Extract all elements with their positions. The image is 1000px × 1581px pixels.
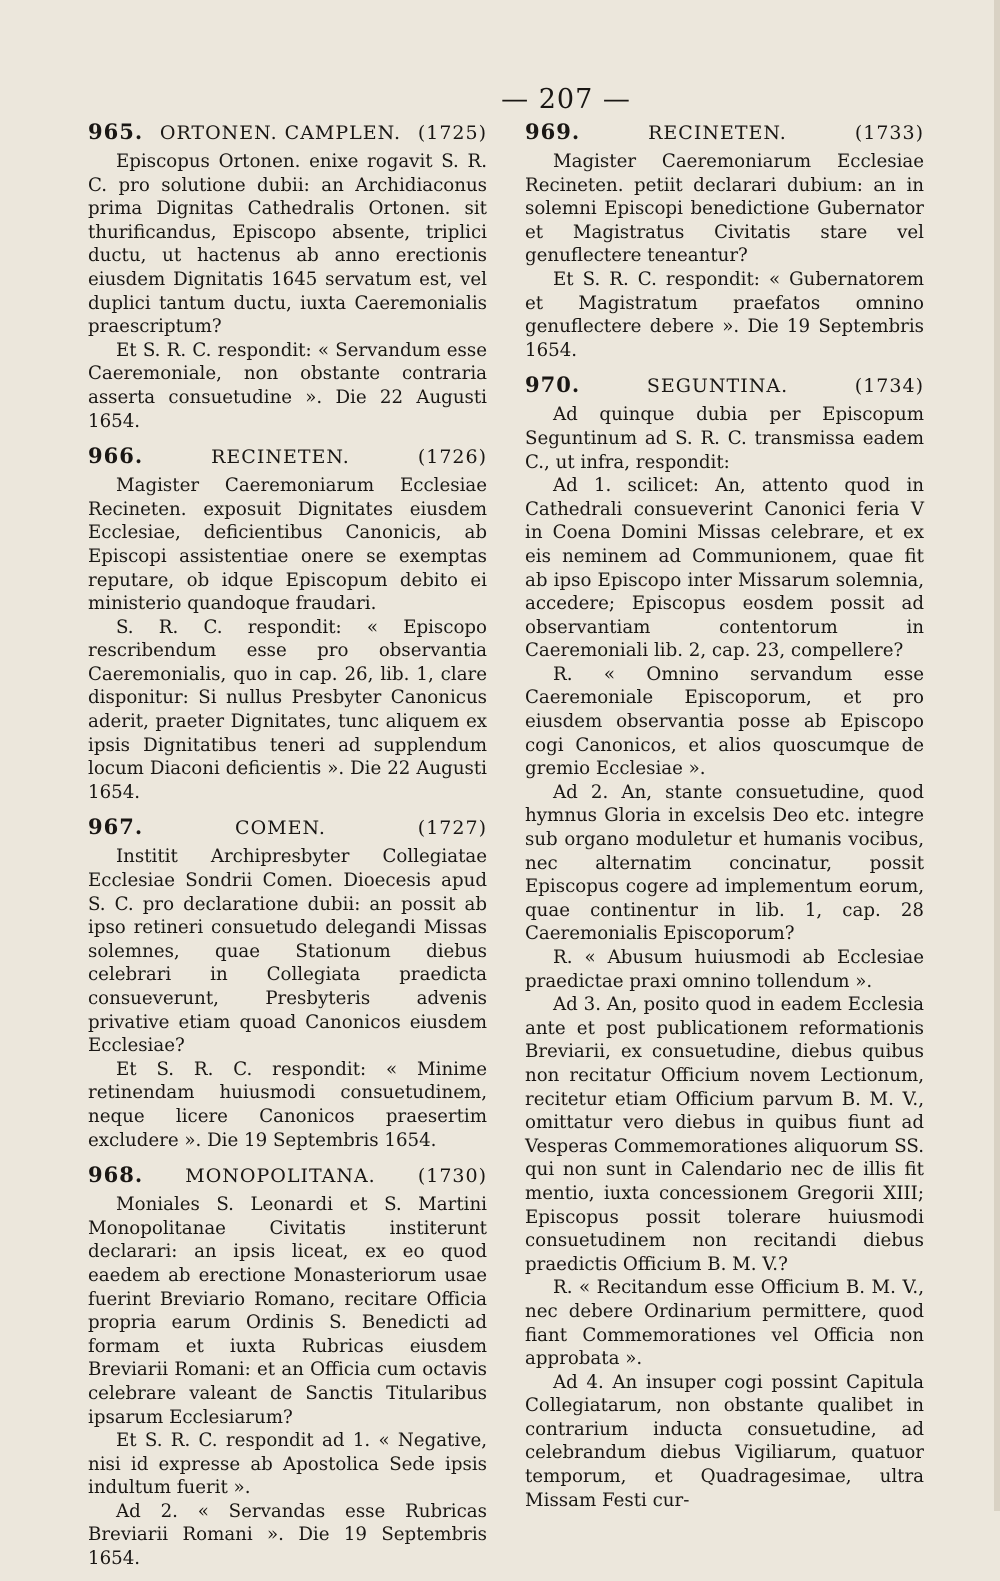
entry-title: MONOPOLITANA. <box>185 1165 376 1188</box>
paragraph: R. « Omnino servandum esse Caeremoniale Episcoporum, et pro eiusdem observantia posse ab Episcopo cogi Canonicos, et alios quoscumque de gremio Ecclesiae ». <box>525 663 924 780</box>
entry-ref: (1730) <box>417 1165 487 1188</box>
entry-967 <box>88 814 487 1152</box>
page-number: — 207 — <box>501 84 631 115</box>
entry-965 <box>88 119 487 433</box>
entry-title: RECINETEN. <box>648 122 787 144</box>
entry-number: 965. <box>88 119 144 144</box>
paragraph: Ad 4. An insuper cogi possint Capitula Collegiatarum, non obstante qualibet in contrarium inducta consuetudine, ad celebrandum diebus Vigiliarum, quatuor temporum, et Quadragesimae, ultra Missam Festi cur- <box>525 1371 924 1511</box>
paragraph: R. « Recitandum esse Officium B. M. V., nec debere Ordinarium permittere, quod fiant Commemorationes vel Officia non approbata ». <box>525 1277 924 1370</box>
paragraph: Et S. R. C. respondit ad 1. « Negative, nisi id expresse ab Apostolica Sede ipsis indultum fuerit ». <box>88 1430 487 1499</box>
entry-heading <box>525 119 924 144</box>
paragraph: Magister Caeremoniarum Ecclesiae Recineten. petiit declarari dubium: an in solemni Episcopi benedictione Gubernator et Magistratus Civitatis stare vel genuflectere teneantur? <box>525 151 924 267</box>
left-column <box>88 119 487 1581</box>
entry-title: RECINETEN. <box>211 446 350 469</box>
entry-number: 968. <box>88 1162 144 1188</box>
entry-number: 970. <box>525 372 581 398</box>
entry-968 <box>88 1162 487 1571</box>
entry-ref: (1725) <box>417 122 487 144</box>
entry-ref: (1726) <box>417 446 487 469</box>
paragraph: R. « Abusum huiusmodi ab Ecclesiae praedictae praxi omnino tollendum ». <box>525 947 924 992</box>
entry-number: 969. <box>525 119 581 144</box>
entry-heading <box>525 372 924 397</box>
entry-heading <box>88 119 487 144</box>
entry-heading <box>88 1162 487 1187</box>
entry-ref: (1733) <box>854 122 924 144</box>
entry-number: 966. <box>88 443 144 469</box>
entry-title: ORTONEN. CAMPLEN. <box>159 122 402 144</box>
entry-number: 967. <box>88 814 144 840</box>
entry-ref: (1727) <box>417 817 487 840</box>
paragraph: Ad quinque dubia per Episcopum Seguntinum ad S. R. C. transmissa eadem C., ut infra, respondit: <box>525 404 924 473</box>
page-edge-shadow <box>994 0 1000 1511</box>
paragraph: Et S. R. C. respondit: « Gubernatorem et Magistratum praefatos omnino genuflectere debere ». Die 19 Septembris 1654. <box>525 268 924 361</box>
paragraph: S. R. C. respondit: « Episcopo rescribendum esse pro observantia Caeremonialis, quo in cap. 26, lib. 1, clare disponitur: Si nullus Presbyter Canonicus aderit, praeter Dignitates, tunc aliquem ex ipsis Dignitatibus teneri ad supplendum locum Diaconi deficientis ». Die 22 Augusti 1654. <box>88 616 487 803</box>
entry-970 <box>525 372 924 1512</box>
paragraph: Ad 3. An, posito quod in eadem Ecclesia ante et post publicationem reformationis Breviarii, ex consuetudine, diebus quibus non recitatur Officium novem Lectionum, recitetur etiam Officium parvum B. M. V., omittatur vero diebus in quibus fiunt ad Vesperas Commemorationes aliquorum SS. qui non sunt in Calendario nec de illis fit mentio, iuxta concessionem Gregorii XIII; Episcopus possit tolerare huiusmodi consuetudinem non recitandi diebus praedictis Officium B. M. V.? <box>525 994 924 1275</box>
entry-heading <box>88 443 487 468</box>
entry-heading <box>88 814 487 839</box>
entry-969 <box>525 119 924 362</box>
paragraph: Episcopus Ortonen. enixe rogavit S. R. C. pro solutione dubii: an Archidiaconus prima Dignitas Cathedralis Ortonen. sit thurificandus, Episcopo absente, triplici ductu, ut hactenus ab anno erectionis eiusdem Dignitatis 1645 servatum est, vel duplici tantum ductu, iuxta Caeremonialis praescriptum? <box>88 151 487 338</box>
paragraph: Ad 2. An, stante consuetudine, quod hymnus Gloria in excelsis Deo etc. integre sub organo moduletur et humanis vocibus, nec alternatim concinatur, possit Episcopus cogere ad implementum eorum, quae continentur in lib. 1, cap. 28 Caeremonialis Episcoporum? <box>525 781 924 945</box>
paragraph: Et S. R. C. respondit: « Servandum esse Caeremoniale, non obstante contraria asserta consuetudine ». Die 22 Augusti 1654. <box>88 339 487 432</box>
entry-title: SEGUNTINA. <box>646 375 789 398</box>
entry-966 <box>88 443 487 804</box>
paragraph: Et S. R. C. respondit: « Minime retinendam huiusmodi consuetudinem, neque licere Canonicos praesertim excludere ». Die 19 Septembris 1654. <box>88 1058 487 1151</box>
paragraph: Magister Caeremoniarum Ecclesiae Recineten. exposuit Dignitates eiusdem Ecclesiae, deficientibus Canonicis, ab Episcopi assistentiae onere se exemptas reputare, ob idque Episcopum debito ei ministerio quandoque fraudari. <box>88 475 487 615</box>
entry-title: COMEN. <box>235 817 326 840</box>
paragraph: Ad 1. scilicet: An, attento quod in Cathedrali consueverint Canonici feria V in Coena Domini Missas celebrare, et ex eis neminem ad Communionem, quae fit ab ipso Episcopo inter Missarum solemnia, accedere; Episcopus eosdem possit ad observantiam contentorum in Caeremoniali lib. 2, cap. 23, compellere? <box>525 475 924 662</box>
paragraph: Institit Archipresbyter Collegiatae Ecclesiae Sondrii Comen. Dioecesis apud S. C. pro declaratione dubii: an possit ab ipso retineri consuetudo delegandi Missas solemnes, quae Stationum diebus celebrari in Collegiata praedicta consueverunt, Presbyteris advenis privative etiam quoad Canonicos eiusdem Ecclesiae? <box>88 846 487 1057</box>
right-column <box>525 119 924 1581</box>
paragraph: Moniales S. Leonardi et S. Martini Monopolitanae Civitatis institerunt declarari: an ipsis liceat, ex eo quod eaedem ab erectione Monasteriorum usae fuerint Breviario Romano, recitare Officia propria earum Ordinis S. Benedicti ad formam et iuxta Rubricas eiusdem Breviarii Romani: et an Officia cum octavis celebrare valeant de Sanctis Titularibus ipsarum Ecclesiarum? <box>88 1194 487 1428</box>
two-column-body <box>88 119 924 1581</box>
entry-ref: (1734) <box>854 375 924 398</box>
paragraph: Ad 2. « Servandas esse Rubricas Breviarii Romani ». Die 19 Septembris 1654. <box>88 1500 487 1570</box>
